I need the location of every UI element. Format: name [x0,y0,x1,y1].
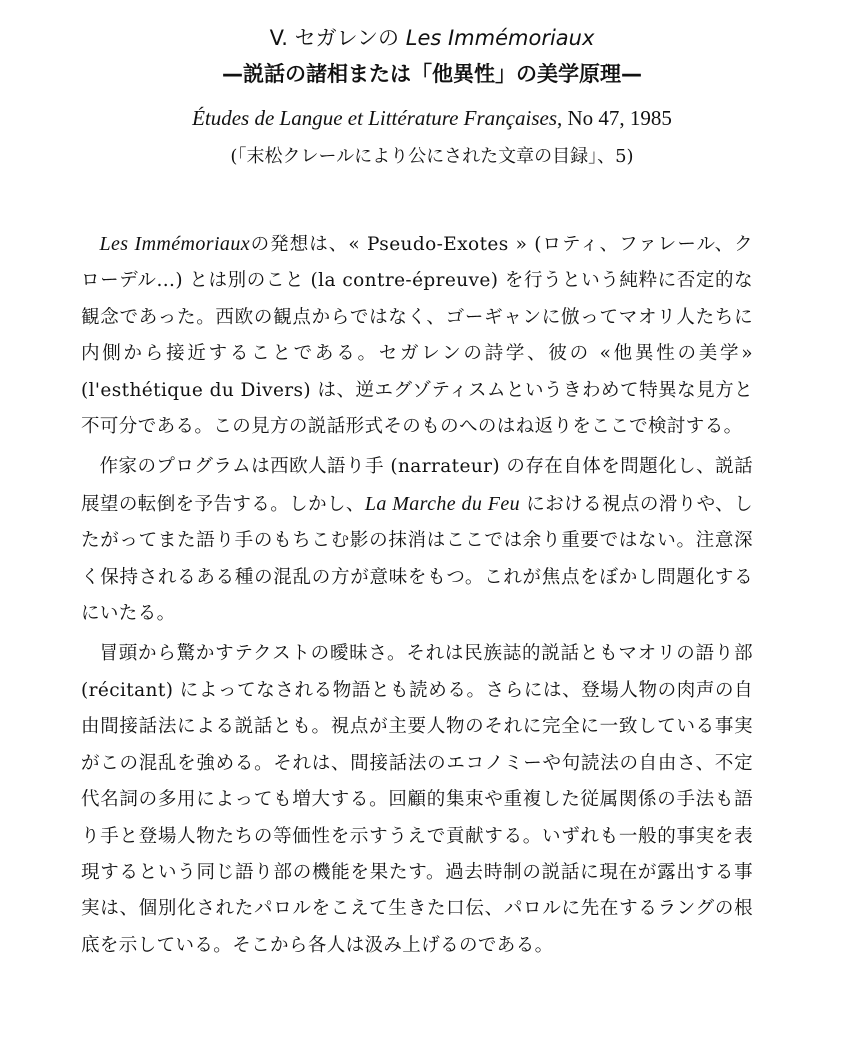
italic-title: Les Immémoriaux [99,233,251,255]
paragraph [81,636,753,964]
source-note: (「末松クレールにより公にされた文章の目録」、5) [230,146,634,167]
journal-issue: , No 47, 1985 [557,106,672,130]
paragraph [81,226,753,445]
journal-reference [0,104,864,132]
paragraph-text: 冒頭から驚かすテクストの曖昧さ。それは民族誌的説話ともマオリの語り部 (récitant) によってなされる物語とも読める。さらには、登場人物の肉声の自由間接話法による説話とも。視点が主要人物のそれに完全に一致している事実がこの混乱を強める。それは、間接話法のエコノミーや句読法の自由さ、不定代名詞の多用によっても増大する。回顧的集束や重複した従属関係の手法も語り手と登場人物たちの等価性を示すうえで貢献する。いずれも一般的事実を表現するという同じ語り部の機能を果たす。過去時制の説話に現在が露出する事実は、個別化されたパロルをこえて生きた口伝、パロルに先在するラングの根底を示している。そこから各人は汲み上げるのである。 [81,643,753,956]
paragraph-text: における視点の滑りや、したがってまた語り手のもちこむ影の抹消はここでは余り重要ではない。注意深く保持されるある種の混乱の方が意味をもつ。これが焦点をぼかし問題化するにいたる。 [81,493,753,625]
journal-title: Études de Langue et Littérature Françaises [192,106,557,130]
paragraph [81,449,753,632]
paragraph-text: 作家のプログラムは西欧人語り手 (narrateur) の存在自体を問題化し、説話展望の転倒を予告する。しかし、 [81,456,753,515]
title-prefix: V. セガレンの [269,26,400,50]
body-text [81,226,753,968]
title-work: Les Immémoriaux [405,26,595,50]
paragraph-text: の発想は、« Pseudo-Exotes » (ロティ、ファレール、クローデル...) とは別のこと (la contre-épreuve) を行うという純粋に否定的な観念であった。西欧の観点からではなく、ゴーギャンに倣ってマオリ人たちに内側から接近することである。セガレンの詩学、彼の «他異性の美学» (l'esthétique du Divers) は、逆エグゾティスムというきわめて特異な見方と不可分である。この見方の説話形式そのものへのはね返りをここで検討する。 [81,234,753,438]
italic-title: La Marche du Feu [364,492,520,515]
chapter-subtitle: —説話の諸相または「他異性」の美学原理— [222,62,642,86]
chapter-title [0,24,864,52]
